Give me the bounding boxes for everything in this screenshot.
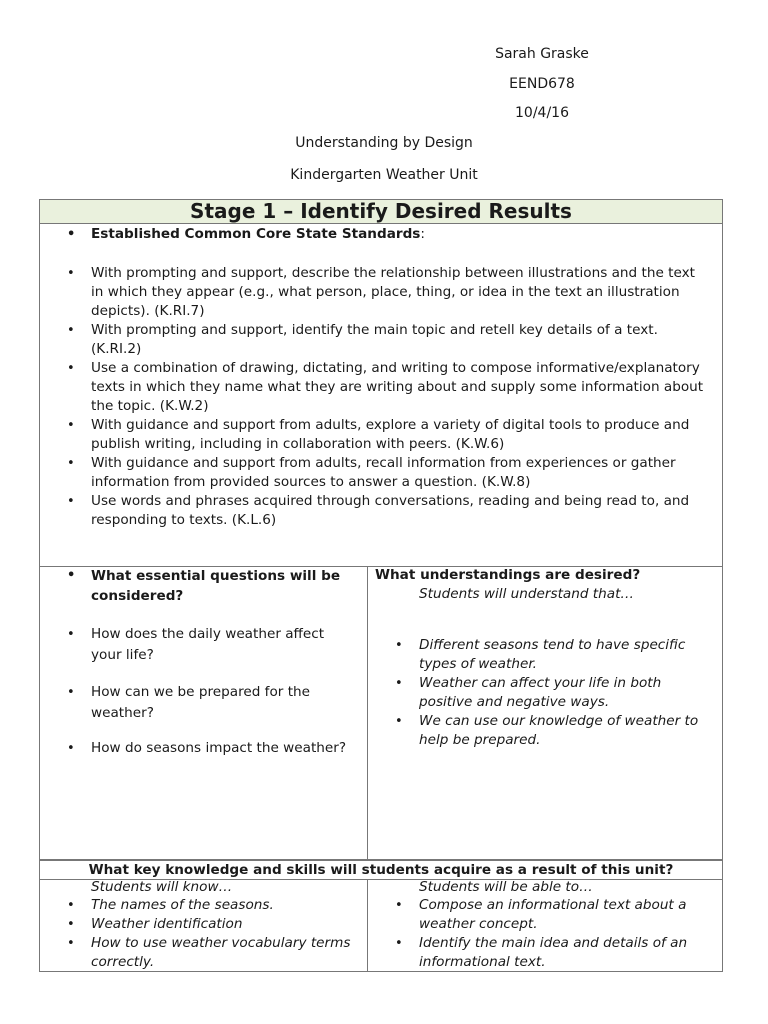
able-list — [368, 896, 708, 972]
questions-list-1 — [40, 624, 360, 666]
standard-item: • With guidance and support from adults, explore a variety of digital tools to produce and publish writing, including in collaboration with peers. (K.W.6) — [40, 416, 715, 454]
standards-section — [39, 223, 723, 567]
questions-list-3 — [40, 738, 360, 759]
questions-list-2 — [40, 682, 360, 724]
able-intro: Students will be able to… — [419, 879, 593, 895]
question-item: • How do seasons impact the weather? — [40, 738, 360, 759]
standard-item: • Use words and phrases acquired through conversations, reading and being read to, and responding to texts. (K.L.6) — [40, 492, 715, 530]
course-code: EEND678 — [509, 76, 575, 92]
standard-item: • With prompting and support, describe the relationship between illustrations and the text in which they appear (e.g., what person, place, thing, or idea in the text an illustration depicts). (K.RI.7) — [40, 264, 715, 321]
document-title: Understanding by Design — [295, 135, 473, 151]
understandings-cell — [367, 566, 723, 860]
essential-questions-cell — [39, 566, 368, 860]
able-item: • Identify the main idea and details of an informational text. — [368, 934, 708, 972]
understanding-item: • We can use our knowledge of weather to help be prepared. — [368, 712, 713, 750]
understanding-item: • Different seasons tend to have specific types of weather. — [368, 636, 713, 674]
know-item: • How to use weather vocabulary terms correctly. — [40, 934, 360, 972]
know-intro: Students will know… — [91, 879, 233, 895]
standards-list — [40, 264, 715, 530]
standard-item: • Use a combination of drawing, dictating, and writing to compose informative/explanatory texts in which they name what they are writing about and supply some information about the topic. (K.W.2) — [40, 359, 715, 416]
document-date: 10/4/16 — [515, 105, 569, 121]
able-item: • Compose an informational text about a weather concept. — [368, 896, 708, 934]
knowledge-skills-heading: What key knowledge and skills will students acquire as a result of this unit? — [39, 860, 723, 880]
standards-heading — [40, 225, 722, 244]
standard-item: • With guidance and support from adults, recall information from experiences or gather information from provided sources to answer a question. (K.W.8) — [40, 454, 715, 492]
standards-heading-colon: : — [420, 226, 425, 242]
author-name: Sarah Graske — [495, 46, 589, 62]
know-item: • The names of the seasons. — [40, 896, 360, 915]
understandings-list — [368, 636, 713, 750]
question-item: • How does the daily weather affect your life? — [40, 624, 360, 666]
questions-heading: • What essential questions will be considered? — [40, 566, 360, 606]
unit-title: Kindergarten Weather Unit — [290, 167, 478, 183]
students-will-know-cell — [39, 879, 368, 972]
standards-heading-list — [40, 225, 722, 244]
students-able-cell — [367, 879, 723, 972]
understanding-item: • Weather can affect your life in both positive and negative ways. — [368, 674, 713, 712]
questions-heading-list — [40, 566, 360, 606]
know-item: • Weather identification — [40, 915, 360, 934]
understandings-intro: Students will understand that… — [419, 586, 635, 602]
stage-heading: Stage 1 – Identify Desired Results — [39, 199, 723, 224]
understandings-heading: What understandings are desired? — [375, 567, 641, 583]
standards-heading-text: Established Common Core State Standards — [91, 226, 421, 242]
know-list — [40, 896, 360, 972]
standard-item: • With prompting and support, identify the main topic and retell key details of a text. (K.RI.2) — [40, 321, 715, 359]
question-item: • How can we be prepared for the weather? — [40, 682, 360, 724]
